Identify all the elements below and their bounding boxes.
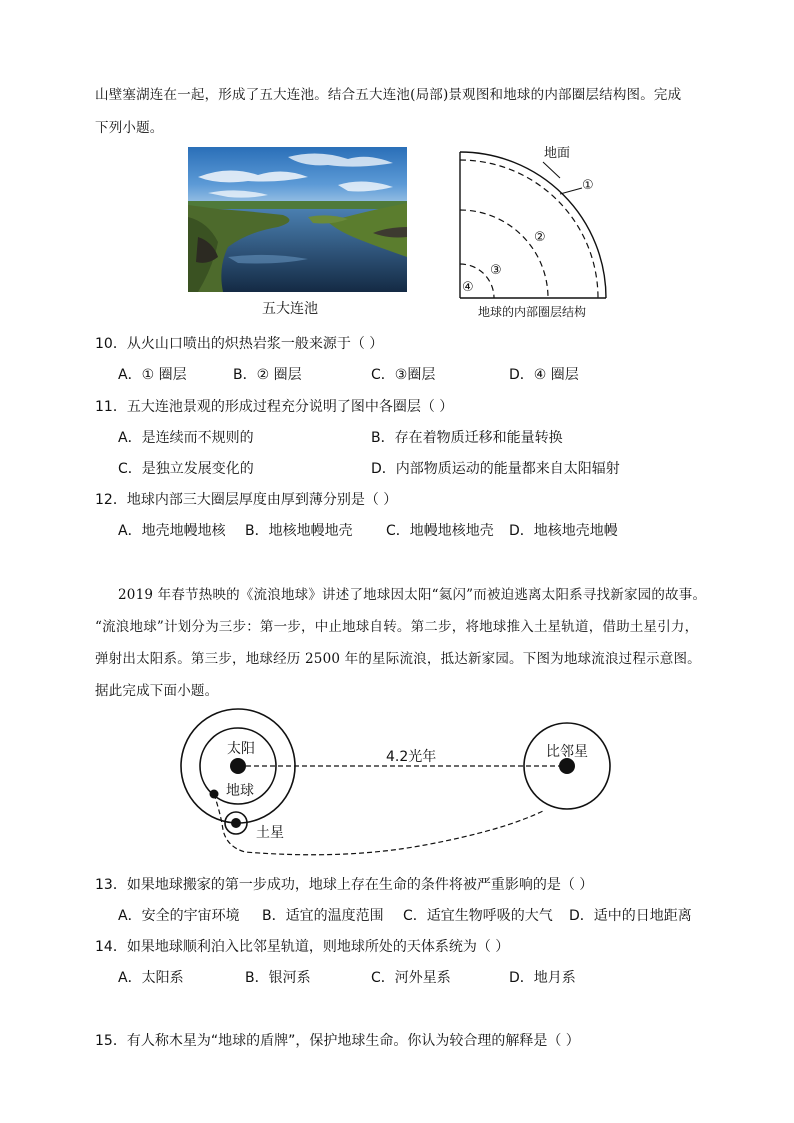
q11-option-b[interactable]: B．存在着物质迁移和能量转换 bbox=[371, 430, 563, 446]
q13-option-a[interactable]: A．安全的宇宙环境 bbox=[118, 908, 240, 924]
q11-option-d[interactable]: D．内部物质运动的能量都来自太阳辐射 bbox=[371, 461, 620, 477]
q13-option-b[interactable]: B．适宜的温度范围 bbox=[262, 908, 384, 924]
layer-1-label: ① bbox=[582, 178, 594, 193]
passage-line-3: 弹射出太阳系。第三步，地球经历 2500 年的星际流浪，抵达新家园。下图为地球流浪过程示意图。 bbox=[95, 651, 701, 667]
ground-label: 地面 bbox=[544, 146, 571, 161]
distance-label: 4.2光年 bbox=[386, 749, 437, 765]
q14-option-b[interactable]: B．银河系 bbox=[245, 970, 311, 986]
q11-option-c[interactable]: C．是独立发展变化的 bbox=[118, 461, 254, 477]
question-12: 12．地球内部三大圈层厚度由厚到薄分别是（ ） bbox=[95, 492, 398, 508]
passage-line-2: “流浪地球”计划分为三步：第一步，中止地球自转。第二步，将地球推入土星轨道，借助土星引力， bbox=[95, 619, 699, 635]
passage-line-1: 2019 年春节热映的《流浪地球》讲述了地球因太阳“氦闪”而被迫逃离太阳系寻找新家园的故事。 bbox=[118, 587, 707, 603]
earth-label: 地球 bbox=[226, 783, 254, 799]
q13-option-d[interactable]: D．适中的日地距离 bbox=[569, 908, 692, 924]
intro-line-2: 下列小题。 bbox=[95, 120, 164, 136]
q11-option-a[interactable]: A．是连续而不规则的 bbox=[118, 430, 254, 446]
q10-option-d[interactable]: D．④ 圈层 bbox=[509, 367, 579, 383]
q10-option-c[interactable]: C．③圈层 bbox=[371, 367, 436, 383]
layer-2-label: ② bbox=[534, 230, 546, 245]
q12-option-a[interactable]: A．地壳地幔地核 bbox=[118, 523, 226, 539]
photo-caption: 五大连池 bbox=[262, 301, 318, 317]
q14-option-d[interactable]: D．地月系 bbox=[509, 970, 576, 986]
question-15: 15．有人称木星为“地球的盾牌”，保护地球生命。你认为较合理的解释是（ ） bbox=[95, 1033, 580, 1049]
earth-interior-diagram bbox=[450, 140, 620, 300]
question-14: 14．如果地球顺利泊入比邻星轨道，则地球所处的天体系统为（ ） bbox=[95, 939, 510, 955]
proxima-label: 比邻星 bbox=[546, 744, 588, 760]
q10-option-a[interactable]: A．① 圈层 bbox=[118, 367, 187, 383]
diagram-caption: 地球的内部圈层结构 bbox=[478, 305, 587, 319]
q12-option-c[interactable]: C．地幔地核地壳 bbox=[386, 523, 494, 539]
saturn-label: 土星 bbox=[256, 825, 284, 841]
question-13: 13．如果地球搬家的第一步成功，地球上存在生命的条件将被严重影响的是（ ） bbox=[95, 877, 594, 893]
layer-4-label: ④ bbox=[462, 280, 474, 295]
q12-option-d[interactable]: D．地核地壳地幔 bbox=[509, 523, 618, 539]
wudalianchi-photo bbox=[188, 147, 407, 292]
passage-line-4: 据此完成下面小题。 bbox=[95, 683, 219, 699]
intro-line-1: 山壁塞湖连在一起，形成了五大连池。结合五大连池(局部)景观图和地球的内部圈层结构图。完成 bbox=[95, 87, 682, 103]
q10-option-b[interactable]: B．② 圈层 bbox=[233, 367, 302, 383]
q13-option-c[interactable]: C．适宜生物呼吸的大气 bbox=[403, 908, 553, 924]
q12-option-b[interactable]: B．地核地幔地壳 bbox=[245, 523, 353, 539]
question-10: 10．从火山口喷出的炽热岩浆一般来源于（ ） bbox=[95, 336, 384, 352]
q14-option-c[interactable]: C．河外星系 bbox=[371, 970, 451, 986]
q14-option-a[interactable]: A．太阳系 bbox=[118, 970, 184, 986]
question-11: 11．五大连池景观的形成过程充分说明了图中各圈层（ ） bbox=[95, 399, 454, 415]
layer-3-label: ③ bbox=[490, 263, 502, 278]
sun-label: 太阳 bbox=[227, 741, 255, 757]
